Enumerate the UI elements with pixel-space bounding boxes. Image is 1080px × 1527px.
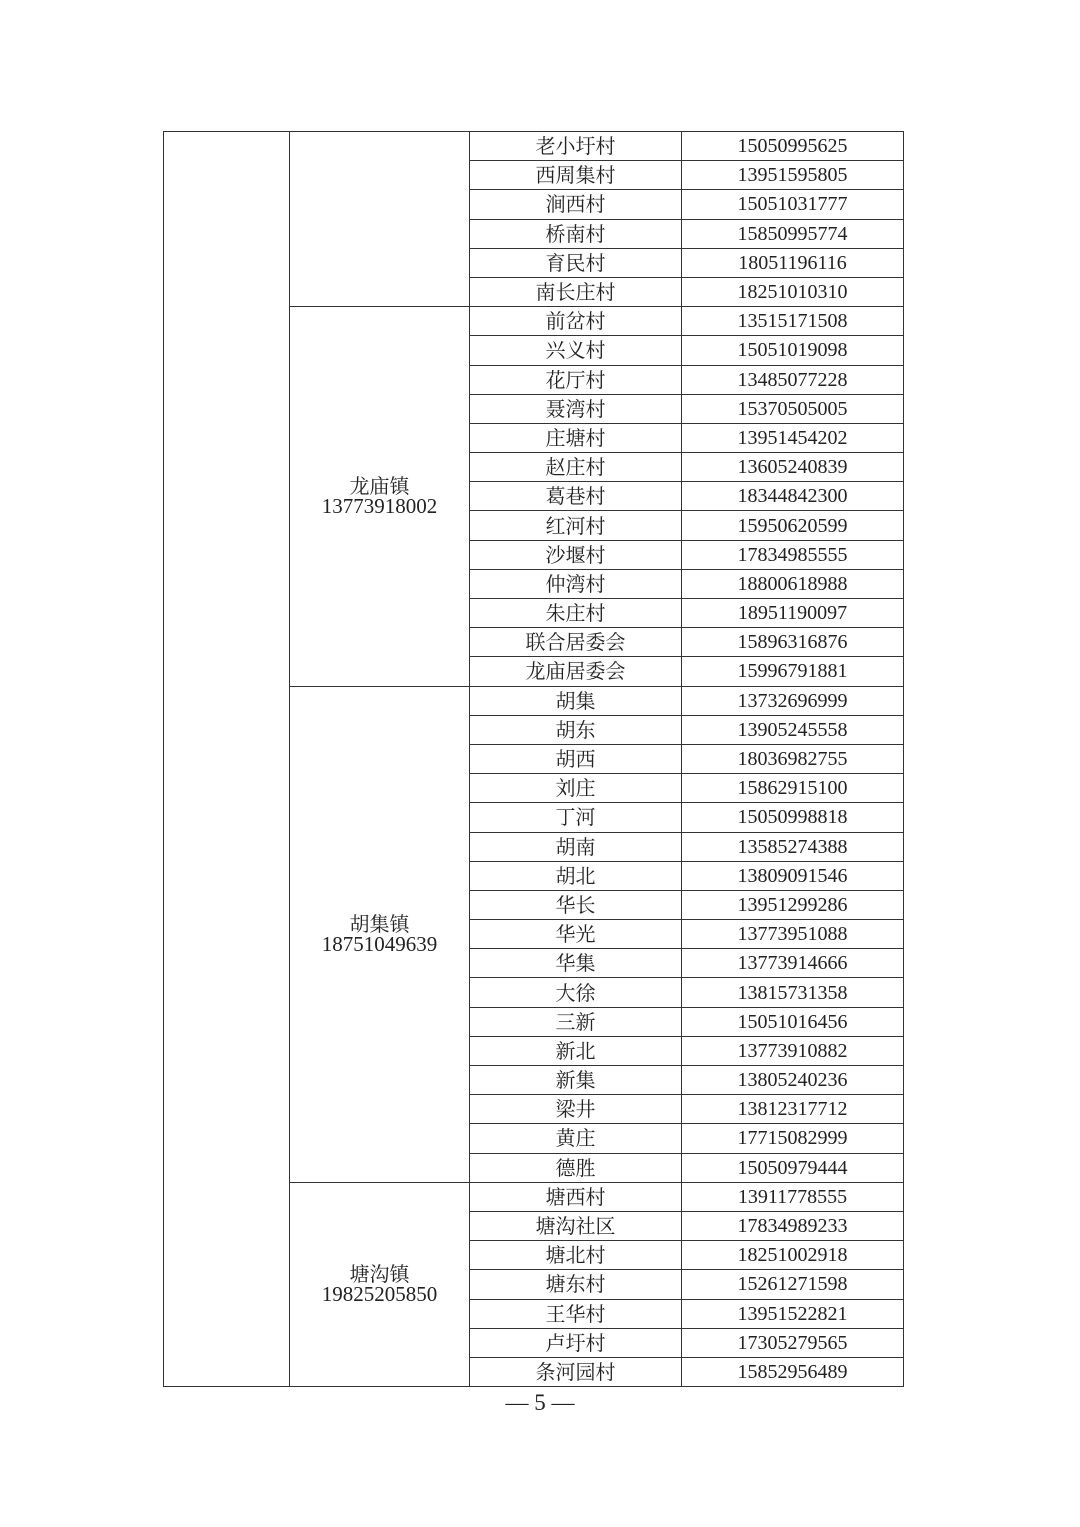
village-phone: 13951299286 [682,890,904,919]
village-name: 大徐 [470,978,682,1007]
village-name: 条河园村 [470,1357,682,1386]
contact-table-body [164,132,904,1387]
village-phone: 13605240839 [682,453,904,482]
village-phone: 13515171508 [682,307,904,336]
village-phone: 17715082999 [682,1124,904,1153]
village-name: 德胜 [470,1153,682,1182]
village-phone: 17834989233 [682,1211,904,1240]
village-name: 前岔村 [470,307,682,336]
village-name: 华光 [470,920,682,949]
village-phone: 13805240236 [682,1066,904,1095]
village-name: 胡东 [470,715,682,744]
village-phone: 18251002918 [682,1241,904,1270]
village-phone: 15862915100 [682,774,904,803]
village-phone: 18800618988 [682,569,904,598]
village-phone: 13773910882 [682,1036,904,1065]
town-phone: 13773918002 [321,494,438,519]
table-row [164,132,904,161]
village-phone: 17834985555 [682,540,904,569]
town-phone: 19825205850 [321,1282,438,1307]
village-phone: 15852956489 [682,1357,904,1386]
village-phone: 15850995774 [682,219,904,248]
town-cell [290,1182,470,1386]
village-name: 刘庄 [470,774,682,803]
village-phone: 13812317712 [682,1095,904,1124]
village-name: 仲湾村 [470,569,682,598]
village-phone: 15051016456 [682,1007,904,1036]
town-name: 胡集镇 [349,912,410,937]
contact-table [163,131,904,1387]
village-phone: 13585274388 [682,832,904,861]
village-phone: 13485077228 [682,365,904,394]
village-phone: 13815731358 [682,978,904,1007]
village-name: 塘沟社区 [470,1211,682,1240]
county-cell [164,132,290,1387]
village-phone: 13951454202 [682,423,904,452]
village-name: 塘西村 [470,1182,682,1211]
village-phone: 15261271598 [682,1270,904,1299]
village-name: 胡南 [470,832,682,861]
town-cell [290,307,470,686]
village-name: 西周集村 [470,161,682,190]
village-phone: 15050979444 [682,1153,904,1182]
village-phone: 17305279565 [682,1328,904,1357]
village-phone: 13911778555 [682,1182,904,1211]
town-cell [290,132,470,307]
village-phone: 13809091546 [682,861,904,890]
village-phone: 18951190097 [682,599,904,628]
village-name: 胡西 [470,744,682,773]
village-phone: 13951595805 [682,161,904,190]
town-cell [290,686,470,1182]
village-name: 兴义村 [470,336,682,365]
village-phone: 15050998818 [682,803,904,832]
village-phone: 13773914666 [682,949,904,978]
village-name: 南长庄村 [470,277,682,306]
village-name: 聂湾村 [470,394,682,423]
town-phone: 18751049639 [321,932,438,957]
page-number: — 5 — [505,1390,575,1415]
village-name: 塘北村 [470,1241,682,1270]
village-name: 联合居委会 [470,628,682,657]
village-name: 庄塘村 [470,423,682,452]
village-name: 桥南村 [470,219,682,248]
village-phone: 15051019098 [682,336,904,365]
village-name: 葛巷村 [470,482,682,511]
village-name: 老小圩村 [470,132,682,161]
village-phone: 18051196116 [682,248,904,277]
village-phone: 18344842300 [682,482,904,511]
village-phone: 13732696999 [682,686,904,715]
village-name: 胡集 [470,686,682,715]
village-phone: 15996791881 [682,657,904,686]
village-name: 花厅村 [470,365,682,394]
village-name: 涧西村 [470,190,682,219]
village-phone: 15370505005 [682,394,904,423]
village-name: 三新 [470,1007,682,1036]
village-name: 黄庄 [470,1124,682,1153]
village-name: 新北 [470,1036,682,1065]
village-name: 梁井 [470,1095,682,1124]
village-name: 丁河 [470,803,682,832]
town-name: 龙庙镇 [349,474,410,499]
village-name: 新集 [470,1066,682,1095]
village-name: 胡北 [470,861,682,890]
village-phone: 15051031777 [682,190,904,219]
village-name: 红河村 [470,511,682,540]
village-phone: 18251010310 [682,277,904,306]
village-name: 育民村 [470,248,682,277]
village-name: 塘东村 [470,1270,682,1299]
village-name: 龙庙居委会 [470,657,682,686]
village-name: 华集 [470,949,682,978]
village-name: 华长 [470,890,682,919]
village-phone: 13905245558 [682,715,904,744]
village-name: 沙堰村 [470,540,682,569]
village-phone: 13951522821 [682,1299,904,1328]
village-name: 朱庄村 [470,599,682,628]
village-name: 赵庄村 [470,453,682,482]
village-phone: 15896316876 [682,628,904,657]
village-phone: 18036982755 [682,744,904,773]
village-phone: 13773951088 [682,920,904,949]
village-phone: 15950620599 [682,511,904,540]
village-phone: 15050995625 [682,132,904,161]
village-name: 卢圩村 [470,1328,682,1357]
village-name: 王华村 [470,1299,682,1328]
town-name: 塘沟镇 [349,1262,410,1287]
